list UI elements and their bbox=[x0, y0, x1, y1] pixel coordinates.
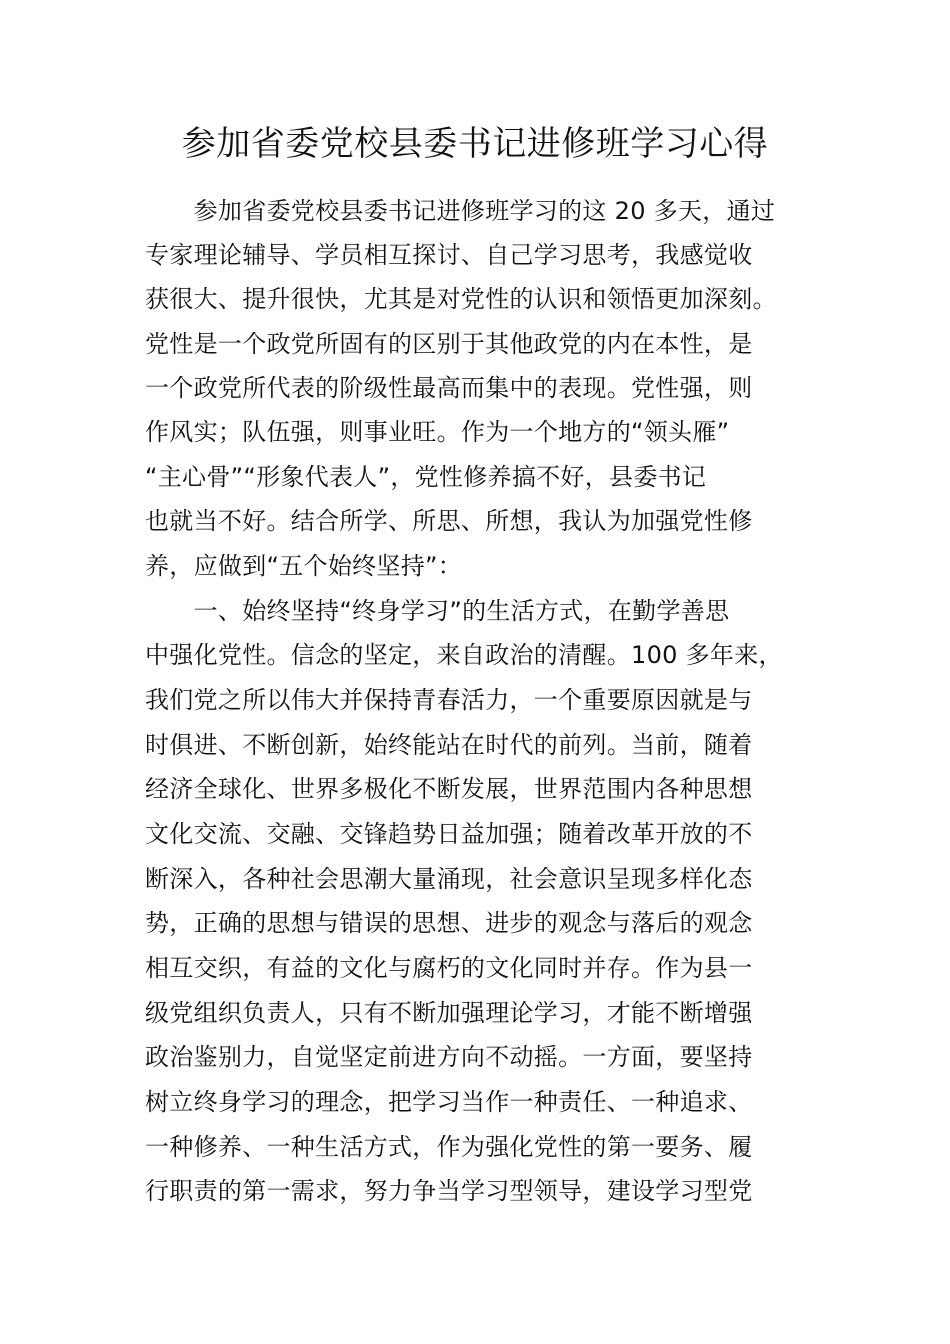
body-line-15: 文化交流、交融、交锋趋势日益加强；随着改革开放的不 bbox=[145, 820, 753, 848]
body-line-14: 经济全球化、世界多极化不断发展，世界范围内各种思想 bbox=[145, 775, 753, 803]
body-line-16: 断深入，各种社会思潮大量涌现，社会意识呈现多样化态 bbox=[145, 865, 753, 893]
body-line-10: 一、始终坚持“终身学习”的生活方式，在勤学善思 bbox=[145, 597, 730, 625]
body-line-19: 级党组织负责人，只有不断加强理论学习，才能不断增强 bbox=[145, 999, 753, 1027]
body-line-12: 我们党之所以伟大并保持青春活力，一个重要原因就是与 bbox=[145, 686, 753, 714]
body-line-11: 中强化党性。信念的坚定，来自政治的清醒。100 多年来， bbox=[145, 641, 783, 669]
body-line-17: 势，正确的思想与错误的思想、进步的观念与落后的观念 bbox=[145, 909, 753, 937]
body-line-22: 一种修养、一种生活方式，作为强化党性的第一要务、履 bbox=[145, 1133, 753, 1161]
body-line-1: 参加省委党校县委书记进修班学习的这 20 多天，通过 bbox=[145, 197, 776, 225]
document-title: 参加省委党校县委书记进修班学习心得 bbox=[181, 124, 769, 164]
body-line-8: 也就当不好。结合所学、所思、所想，我认为加强党性修 bbox=[145, 507, 753, 535]
body-line-20: 政治鉴别力，自觉坚定前进方向不动摇。一方面，要坚持 bbox=[145, 1043, 753, 1071]
body-line-5: 一个政党所代表的阶级性最高而集中的表现。党性强，则 bbox=[145, 374, 753, 402]
body-line-3: 获很大、提升很快，尤其是对党性的认识和领悟更加深刻。 bbox=[145, 285, 777, 313]
body-line-23: 行职责的第一需求，努力争当学习型领导，建设学习型党 bbox=[145, 1177, 753, 1205]
body-line-4: 党性是一个政党所固有的区别于其他政党的内在本性，是 bbox=[145, 330, 753, 358]
body-line-2: 专家理论辅导、学员相互探讨、自己学习思考，我感觉收 bbox=[145, 241, 753, 269]
body-line-13: 时俱进、不断创新，始终能站在时代的前列。当前，随着 bbox=[145, 731, 753, 759]
body-line-18: 相互交织，有益的文化与腐朽的文化同时并存。作为县一 bbox=[145, 954, 753, 982]
body-line-9: 养，应做到“五个始终坚持”： bbox=[145, 552, 463, 580]
body-line-7: “主心骨”“形象代表人”，党性修养搞不好，县委书记 bbox=[145, 463, 707, 491]
body-line-21: 树立终身学习的理念，把学习当作一种责任、一种追求、 bbox=[145, 1088, 753, 1116]
body-line-6: 作风实；队伍强，则事业旺。作为一个地方的“领头雁” bbox=[145, 418, 730, 446]
